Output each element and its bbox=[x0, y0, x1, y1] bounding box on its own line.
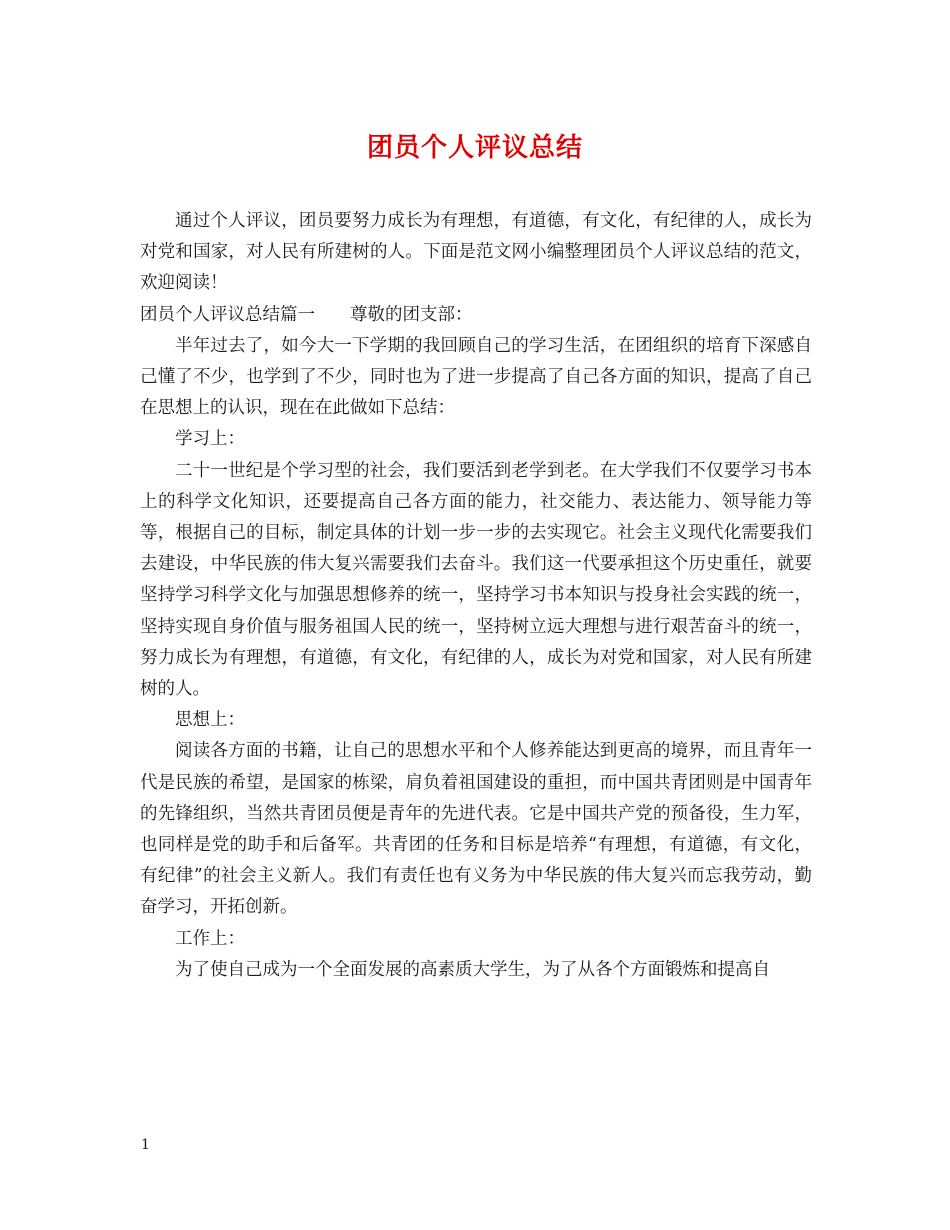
subheading-thought: 思想上： bbox=[175, 710, 245, 731]
subheading-study: 学习上： bbox=[175, 429, 245, 450]
work-paragraph: 为了使自己成为一个全面发展的高素质大学生，为了从各个方面锻炼和提高自 bbox=[175, 959, 770, 980]
section-heading-part-one: 团员个人评议总结篇一 尊敬的团支部： bbox=[140, 304, 473, 325]
subheading-work: 工作上： bbox=[175, 928, 245, 949]
document-title: 团员个人评议总结 bbox=[366, 133, 583, 163]
opening-paragraph: 半年过去了，如今大一下学期的我回顾自己的学习生活，在团组织的培育下深感自己懂了不少，也学到了不少，同时也为了进一步提高了自己各方面的知识，提高了自己在思想上的认识，现在在此做如下总结： bbox=[140, 335, 812, 419]
page-number: 1 bbox=[141, 1137, 150, 1153]
study-paragraph: 二十一世纪是个学习型的社会，我们要活到老学到老。在大学我们不仅要学习书本上的科学文化知识，还要提高自己各方面的能力，社交能力、表达能力、领导能力等等，根据自己的目标，制定具体的计划一步一步的去实现它。社会主义现代化需要我们去建设，中华民族的伟大复兴需要我们去奋斗。我们这一代要承担这个历史重任，就要坚持学习科学文化与加强思想修养的统一，坚持学习书本知识与投身社会实践的统一，坚持实现自身价值与服务祖国人民的统一，坚持树立远大理想与进行艰苦奋斗的统一，努力成长为有理想，有道德，有文化，有纪律的人，成长为对党和国家，对人民有所建树的人。 bbox=[140, 460, 812, 700]
intro-paragraph: 通过个人评议，团员要努力成长为有理想，有道德，有文化，有纪律的人，成长为对党和国家，对人民有所建树的人。下面是范文网小编整理团员个人评议总结的范文，欢迎阅读！ bbox=[140, 211, 812, 294]
document-body bbox=[140, 206, 812, 986]
thought-paragraph: 阅读各方面的书籍，让自己的思想水平和个人修养能达到更高的境界，而且青年一代是民族的希望，是国家的栋梁，肩负着祖国建设的重担，而中国共青团则是中国青年的先锋组织，当然共青团员便是青年的先进代表。它是中国共产党的预备役，生力军，也同样是党的助手和后备军。共青团的任务和目标是培养“有理想，有道德，有文化，有纪律”的社会主义新人。我们有责任也有义务为中华民族的伟大复兴而忘我劳动，勤奋学习，开拓创新。 bbox=[140, 741, 812, 918]
